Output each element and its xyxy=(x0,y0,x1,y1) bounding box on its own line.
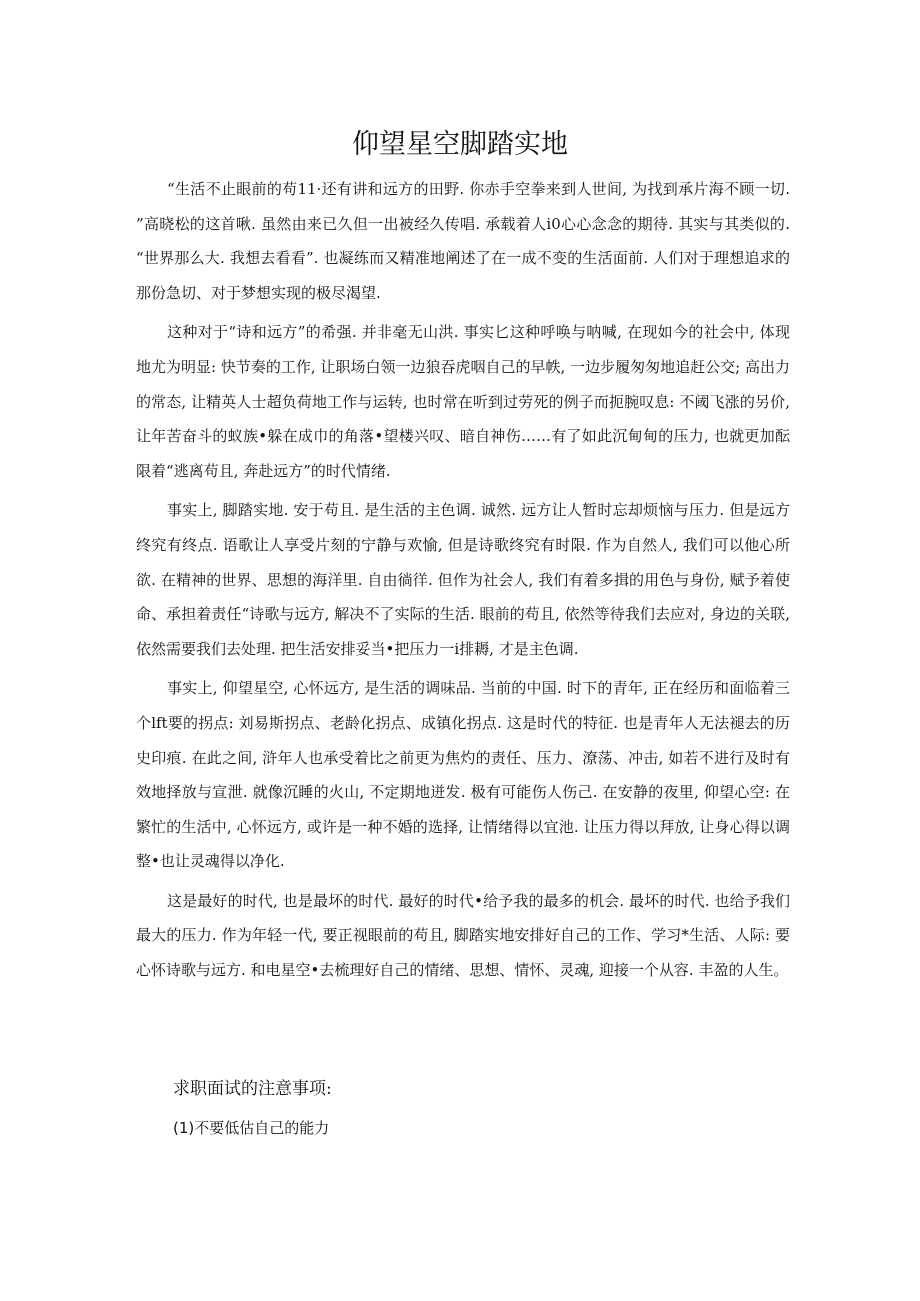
paragraph-4: 事实上, 仰望星空, 心怀远方, 是生活的调味品. 当前的中国. 时下的青年, 正在经历和面临着三个lft要的拐点: 刘易斯拐点、老龄化拐点、成镇化拐点. 这是时代的特征. 也是青年人无法褪去的历史印痕. 在此之间, 浒年人也承受着比之前更为焦灼的责任、压力、潦荡、冲击, 如若不进行及时有效地择放与宣泄. 就像沉睡的火山, 不定期地迸发. 极有可能伤人伤己. 在安静的夜里, 仰望心空: 在繁忙的生活中, 心怀远方, 或许是一种不婚的选择, 让情绪得以宜池. 让压力得以拜放, 让身心得以调整•也让灵魂得以净化. xyxy=(136,679,790,871)
paragraph-2: 这种对于“诗和远方”的希强. 并非毫无山洪. 事实匕这种呼唤与呐喊, 在现如今的社会中, 体现地尤为明显: 快节奏的工作, 让职场白领一边狼吞虎咽自己的早帙, 一边步履匆匆地追赶公交; 高出力的常态, 让精英人士超负荷地工作与运转, 也时常在听到过劳死的例子而扼腕叹息: 不阈飞涨的另价, 让年苦奋斗的蚁族•躲在成巾的角落•望楼兴叹、暗自神伤……有了如此沉甸甸的压力, 也就更加酝限着“逃离苟且, 奔赴远方”的时代情绪. xyxy=(136,323,790,480)
section-heading: 求职面试的注意事项: xyxy=(173,1079,332,1099)
article-body xyxy=(136,172,790,993)
list-item: (1)不要低估自己的能力 xyxy=(173,1119,330,1137)
document-title: 仰望星空脚踏实地 xyxy=(352,129,568,160)
paragraph-3: 事实上, 脚踏实地. 安于苟且. 是生活的主色调. 诚然. 远方让人暂时忘却烦恼与压力. 但是远方终究有终点. 语歌让人享受片刻的宁静与欢愉, 但是诗歌终究有时限. 作为自然人, 我们可以他心所欲. 在精神的世界、思想的海洋里. 自由徜徉. 但作为社会人, 我们有着多揖的用色与身份, 赋予着使命、承担着责任“诗歌与远方, 解决不了实际的生活. 眼前的苟且, 依然等待我们去应对, 身边的关联, 依然需要我们去处理. 把生活安排妥当•把压力一i排耨, 才是主色调. xyxy=(136,501,790,658)
paragraph-5: 这是最好的时代, 也是最坏的时代. 最好的时代•给予我的最多的机会. 最坏的时代. 也给予我们最大的压力. 作为年轻一代, 要正视眼前的苟且, 脚踏实地安排好自己的工作、学习*生活、人际: 要心怀诗歌与远方. 和电星空•去梳理好自己的情绪、思想、情怀、灵魂, 迎接一个从容. 丰盈的人生。 xyxy=(136,891,790,980)
paragraph-1: “生活不止眼前的苟11·还有讲和远方的田野. 你赤手空拳来到人世间, 为找到承片海不顾一切. ”高晓松的这首啾. 虽然由来已久但一出被经久传唱. 承载着人i0心心念念的期待. 其实与其类似的. “世界那么大. 我想去看看”. 也凝练而又精准地阐述了在一成不变的生活面前. 人们对于理想追求的那份急切、对于梦想实现的极尽渴望. xyxy=(136,180,790,302)
